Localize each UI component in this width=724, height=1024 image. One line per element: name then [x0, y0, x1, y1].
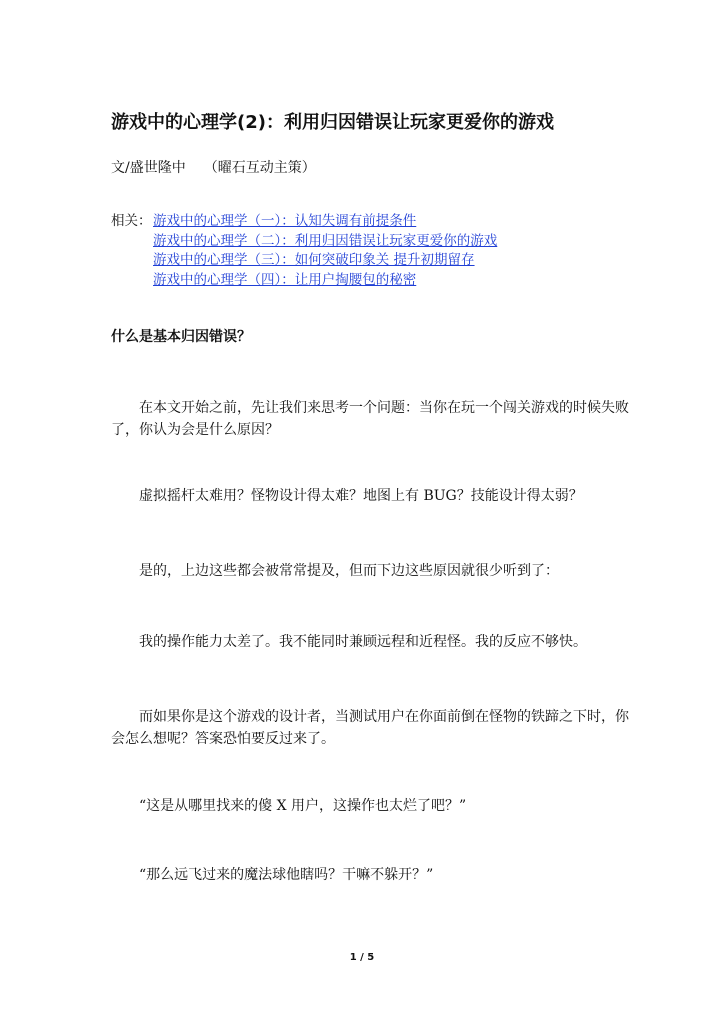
body-paragraph: 虚拟摇杆太难用？怪物设计得太难？地图上有 BUG？技能设计得太弱？	[139, 488, 583, 504]
related-link-item	[153, 212, 497, 232]
author-role: （曜石互动主策）	[203, 160, 316, 176]
related-link-3[interactable]: 游戏中的心理学（三）：如何突破印象关 提升初期留存	[153, 252, 475, 268]
related-link-item	[153, 271, 497, 291]
related-label: 相关：	[111, 213, 152, 229]
author-name: 文/盛世隆中	[111, 160, 186, 176]
body-paragraph: 而如果你是这个游戏的设计者，当测试用户在你面前倒在怪物的铁蹄之下时，你会怎么想呢？答案恐怕要反过来了。	[111, 709, 629, 747]
quote-paragraph: “这是从哪里找来的傻 X 用户，这操作也太烂了吧？”	[139, 798, 467, 814]
author-line	[111, 158, 316, 178]
quote-paragraph: “那么远飞过来的魔法球他瞎吗？干嘛不躲开？”	[139, 867, 434, 883]
body-paragraph: 我的操作能力太差了。我不能同时兼顾远程和近程怪。我的反应不够快。	[139, 634, 587, 650]
related-link-1[interactable]: 游戏中的心理学（一）：认知失调有前提条件	[153, 213, 417, 229]
body-paragraph: 是的，上边这些都会被常常提及，但而下边这些原因就很少听到了：	[139, 563, 559, 579]
body-paragraph: 在本文开始之前，先让我们来思考一个问题：当你在玩一个闯关游戏的时候失败了，你认为会是什么原因？	[111, 400, 629, 438]
related-link-item	[153, 251, 497, 271]
related-links-list	[153, 212, 497, 290]
document-title: 游戏中的心理学(2)：利用归因错误让玩家更爱你的游戏	[111, 112, 554, 133]
related-link-item	[153, 232, 497, 252]
related-link-2[interactable]: 游戏中的心理学（二）：利用归因错误让玩家更爱你的游戏	[153, 232, 498, 249]
page-indicator: 1 / 5	[349, 952, 375, 963]
related-link-4[interactable]: 游戏中的心理学（四）：让用户掏腰包的秘密	[153, 271, 417, 288]
section-heading: 什么是基本归因错误？	[111, 329, 251, 345]
